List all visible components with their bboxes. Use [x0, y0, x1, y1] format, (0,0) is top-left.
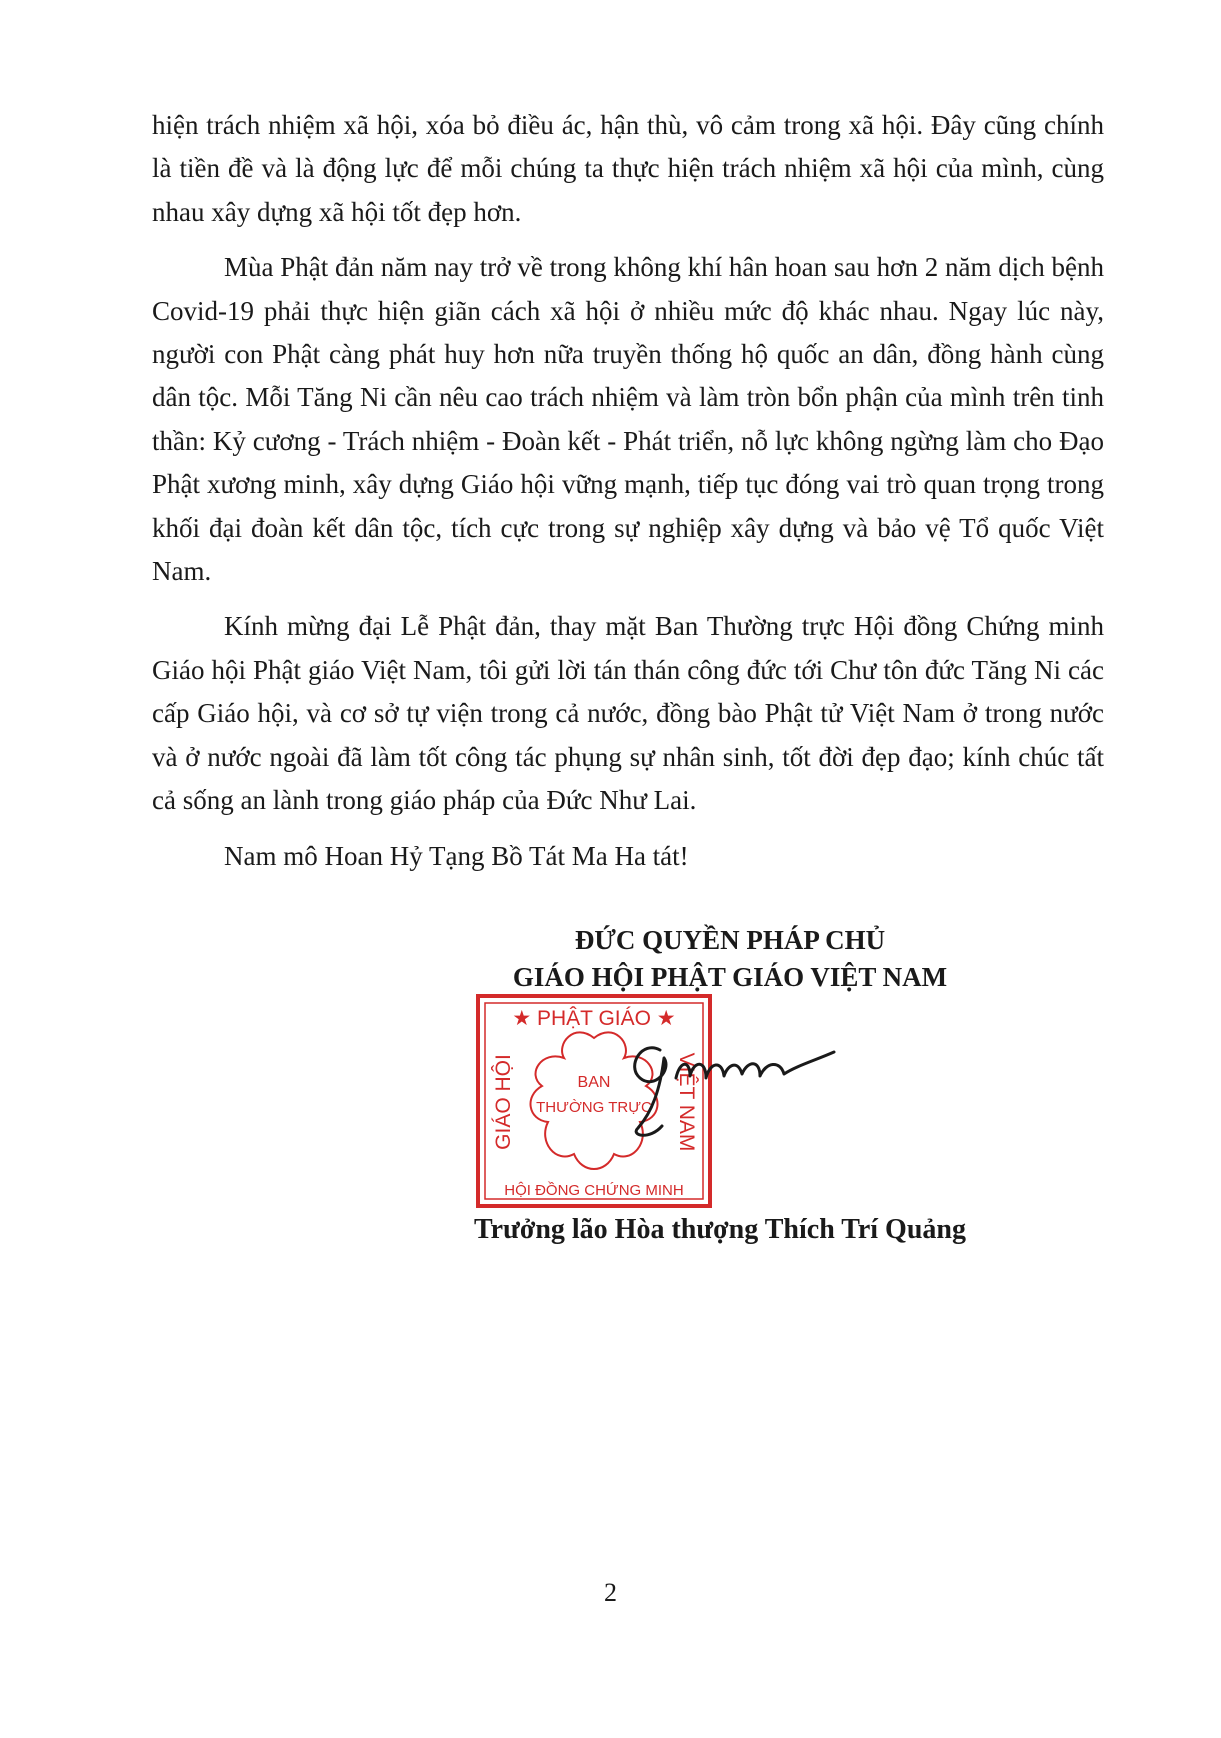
paragraph-3: Kính mừng đại Lễ Phật đản, thay mặt Ban Thường trực Hội đồng Chứng minh Giáo hội Phật giáo Việt Nam, tôi gửi lời tán thán công đức tới Chư tôn đức Tăng Ni các cấp Giáo hội, và cơ sở tự viện trong cả nước, đồng bào Phật tử Việt Nam ở trong nước và ở nước ngoài đã làm tốt công tác phụng sự nhân sinh, tốt đời đẹp đạo; kính chúc tất cả sống an lành trong giáo pháp của Đức Như Lai.	[152, 611, 1104, 816]
signer-name: Trưởng lão Hòa thượng Thích Trí Quảng	[474, 1214, 966, 1245]
paragraph-2: Mùa Phật đản năm nay trở về trong không khí hân hoan sau hơn 2 năm dịch bệnh Covid-19 phải thực hiện giãn cách xã hội ở nhiều mức độ khác nhau. Ngay lúc này, người con Phật càng phát huy hơn nữa truyền thống hộ quốc an dân, đồng hành cùng dân tộc. Mỗi Tăng Ni cần nêu cao trách nhiệm và làm tròn bổn phận của mình trên tinh thần: Kỷ cương - Trách nhiệm - Đoàn kết - Phát triển, nỗ lực không ngừng làm cho Đạo Phật xương minh, xây dựng Giáo hội vững mạnh, tiếp tục đóng vai trò quan trọng trong khối đại đoàn kết dân tộc, tích cực trong sự nghiệp xây dựng và bảo vệ Tổ quốc Việt Nam.	[152, 252, 1104, 587]
seal-left-text: GIÁO HỘI	[492, 1054, 515, 1150]
handwritten-signature	[620, 1030, 850, 1150]
signature-title-block	[470, 922, 990, 996]
page-number: 2	[604, 1578, 617, 1607]
signature-title-line-1: ĐỨC QUYỀN PHÁP CHỦ	[574, 925, 886, 955]
signature-title-line-2: GIÁO HỘI PHẬT GIÁO VIỆT NAM	[512, 962, 948, 992]
paragraph-4: Nam mô Hoan Hỷ Tạng Bồ Tát Ma Ha tát!	[224, 840, 689, 871]
seal-top-text: ★ PHẬT GIÁO ★	[512, 1007, 676, 1030]
seal-right-text: VIỆT NAM	[675, 1052, 698, 1152]
body-text	[152, 104, 1104, 890]
seal-bottom-text: HỘI ĐỒNG CHỨNG MINH	[504, 1182, 684, 1199]
seal-center-line-2: THƯỜNG TRỰC	[536, 1099, 652, 1116]
seal-center-line-1: BAN	[577, 1074, 611, 1091]
paragraph-1: hiện trách nhiệm xã hội, xóa bỏ điều ác, hận thù, vô cảm trong xã hội. Đây cũng chính là tiền đề và là động lực để mỗi chúng ta thực hiện trách nhiệm xã hội của mình, cùng nhau xây dựng xã hội tốt đẹp hơn.	[152, 110, 1104, 227]
